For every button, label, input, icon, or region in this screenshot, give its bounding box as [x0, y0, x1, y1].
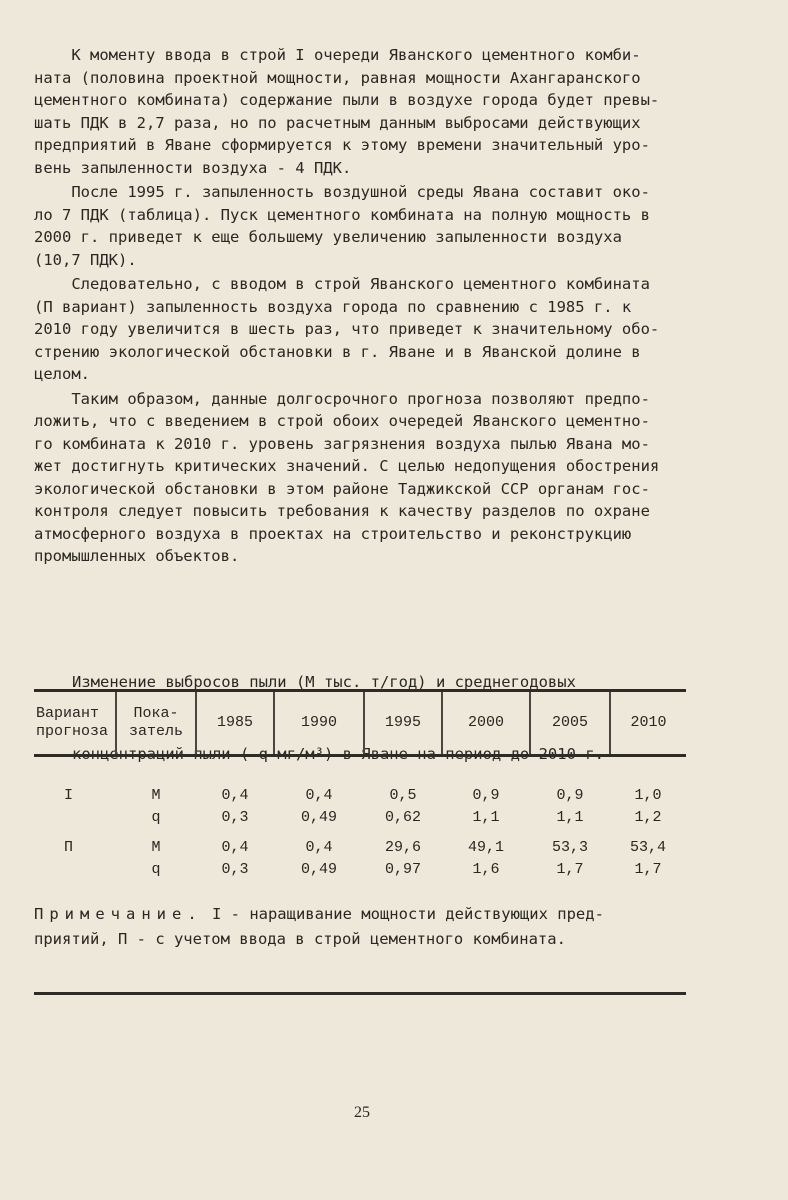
value-cell: 0,3 [221, 809, 249, 826]
table-row [34, 859, 686, 881]
header-text: 1990 [300, 714, 337, 731]
value-cell: 1,1 [556, 809, 584, 826]
bottom-rule [34, 992, 686, 995]
value-cell: 1,7 [634, 861, 662, 878]
text-line: контроля следует повысить требования к качеству разделов по охране [34, 502, 650, 520]
header-text: 1995 [384, 714, 421, 731]
header-text: 2005 [551, 714, 588, 731]
value-cell: 49,1 [467, 839, 504, 856]
text-line: предприятий в Яване сформируется к этому времени значительный уро- [34, 136, 650, 154]
value-cell: 0,49 [300, 861, 337, 878]
header-text: 2010 [630, 714, 667, 731]
text-line: цементного комбината) содержание пыли в воздухе города будет превы- [34, 91, 660, 109]
text-line: го комбината к 2010 г. уровень загрязнения воздуха пылью Явана мо- [34, 434, 650, 453]
text-line: атмосферного воздуха в проектах на строительство и реконструкцию [34, 524, 632, 543]
column-header [196, 691, 274, 756]
variant-cell [34, 859, 116, 881]
header-text: Вариант [36, 705, 100, 722]
value-cell: 0,3 [221, 861, 249, 878]
text-line: Таким образом, данные долгосрочного прогноза позволяют предпо- [34, 389, 650, 408]
text-line: (П вариант) запыленность воздуха города по сравнению с 1985 г. к [34, 297, 632, 316]
value-cell: 0,97 [384, 861, 421, 878]
text-line: Следовательно, с вводом в строй Яванского цементного комбината [34, 275, 650, 293]
caption-line: Изменение выбросов пыли (М тыс. т/год) и среднегодовых [72, 673, 576, 691]
value-cell: 0,9 [556, 787, 584, 804]
column-header [610, 691, 686, 756]
variant-cell: П [64, 839, 74, 856]
value-cell: 53,3 [551, 839, 588, 856]
value-cell: 0,4 [305, 839, 333, 856]
value-cell: 0,49 [300, 809, 337, 826]
text-line: жет достигнуть критических значений. С целью недопущения обострения [34, 457, 660, 475]
value-cell: 53,4 [629, 839, 666, 856]
caption-line: концентраций пыли ( q мг/м³) в Яване на период до 2010 г. [72, 745, 604, 763]
indicator-cell: q [151, 809, 161, 826]
text-line: ложить, что с введением в строй обоих очередей Яванского цементно- [34, 412, 650, 430]
text-line: шать ПДК в 2,7 раза, но по расчетным данным выбросами действующих [34, 113, 641, 132]
text-line: (10,7 ПДК). [34, 250, 137, 269]
value-cell: 0,4 [305, 787, 333, 804]
variant-cell [34, 807, 116, 829]
indicator-cell: q [151, 861, 161, 878]
text-line: ло 7 ПДК (таблица). Пуск цементного комбината на полную мощность в [34, 205, 650, 224]
text-line: После 1995 г. запыленность воздушной среды Явана составит око- [34, 183, 650, 201]
value-cell: 1,7 [556, 861, 584, 878]
paragraph [34, 181, 694, 271]
header-text: Пока- [133, 705, 179, 722]
value-cell: 1,1 [472, 809, 500, 826]
spacer-cell [34, 756, 686, 786]
paragraph [34, 388, 694, 568]
column-header [530, 691, 610, 756]
value-cell: 1,2 [634, 809, 662, 826]
table-note [34, 902, 714, 952]
note-text-2: приятий, П - с учетом ввода в строй цементного комбината. [34, 930, 566, 948]
column-header [34, 691, 116, 756]
value-cell: 0,62 [384, 809, 421, 826]
value-cell: 0,4 [221, 787, 249, 804]
text-line: 2000 г. приведет к еще большему увеличению запыленности воздуха [34, 228, 622, 246]
text-line: экологической обстановки в этом районе Таджикской ССР органам гос- [34, 479, 650, 498]
text-line: промышленных объектов. [34, 547, 240, 565]
value-cell: 1,6 [472, 861, 500, 878]
header-text: затель [128, 723, 183, 740]
text-line: ната (половина проектной мощности, равная мощности Ахангаранского [34, 68, 641, 87]
paragraph [34, 273, 694, 386]
value-cell: 0,5 [389, 787, 417, 804]
value-cell: 1,0 [634, 787, 662, 804]
table-row [34, 807, 686, 829]
text-line: вень запыленности воздуха - 4 ПДК. [34, 158, 352, 177]
header-text: 2000 [467, 714, 504, 731]
header-text: 1985 [216, 714, 253, 731]
text-line: стрению экологической обстановки в г. Яване и в Яванской долине в [34, 342, 641, 361]
forecast-table [34, 689, 686, 881]
value-cell: 0,4 [221, 839, 249, 856]
spacer-cell [34, 829, 686, 837]
note-text-1: I - наращивание мощности действующих пред- [202, 905, 604, 923]
indicator-cell: М [151, 839, 161, 856]
text-line: целом. [34, 365, 90, 383]
column-header [364, 691, 442, 756]
column-header [116, 691, 196, 756]
text-line: 2010 году увеличится в шесть раз, что приведет к значительному обо- [34, 320, 660, 338]
indicator-cell: М [151, 787, 161, 804]
table-row [34, 837, 686, 859]
variant-cell: I [64, 787, 74, 804]
paragraph [34, 44, 694, 179]
body-text [34, 44, 694, 568]
value-cell: 0,9 [472, 787, 500, 804]
text-line: К моменту ввода в строй I очереди Яванского цементного комби- [34, 46, 641, 64]
spacer-row [34, 756, 686, 786]
column-header [442, 691, 530, 756]
header-text: прогноза [36, 723, 109, 740]
table-header-row [34, 691, 686, 756]
column-header [274, 691, 364, 756]
page-number: 25 [354, 1104, 370, 1121]
value-cell: 29,6 [384, 839, 421, 856]
table-row [34, 785, 686, 807]
note-label: Примечание. [34, 905, 203, 923]
spacer-row [34, 829, 686, 837]
